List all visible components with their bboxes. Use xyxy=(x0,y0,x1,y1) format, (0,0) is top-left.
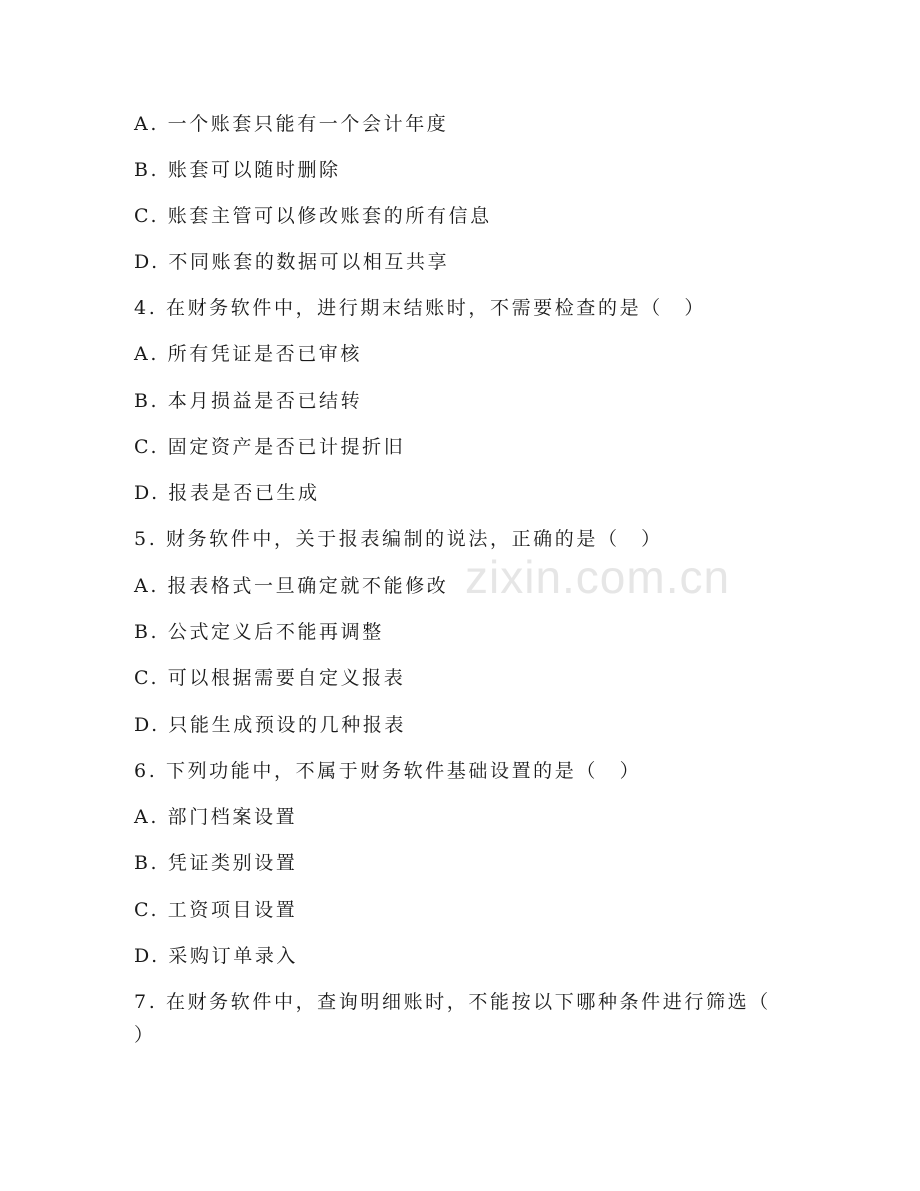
option-line: D. 采购订单录入 xyxy=(134,945,299,967)
option-line: C. 固定资产是否已计提折旧 xyxy=(134,436,406,458)
option-line: A. 一个账套只能有一个会计年度 xyxy=(134,113,449,135)
option-line: D. 报表是否已生成 xyxy=(134,482,320,504)
option-line: C. 账套主管可以修改账套的所有信息 xyxy=(134,205,492,227)
option-line: A. 报表格式一旦确定就不能修改 xyxy=(134,575,449,597)
question-line-continued: ） xyxy=(134,1024,156,1046)
question-line: 7. 在财务软件中，查询明细账时，不能按以下哪种条件进行筛选（ xyxy=(134,991,771,1013)
option-line: D. 只能生成预设的几种报表 xyxy=(134,714,407,736)
question-line: 6. 下列功能中，不属于财务软件基础设置的是（ ） xyxy=(134,760,642,782)
question-line: 4. 在财务软件中，进行期末结账时，不需要检查的是（ ） xyxy=(134,297,706,319)
option-line: B. 账套可以随时删除 xyxy=(134,159,341,181)
option-line: A. 部门档案设置 xyxy=(134,806,298,828)
option-line: C. 工资项目设置 xyxy=(134,899,298,921)
option-line: C. 可以根据需要自定义报表 xyxy=(134,667,406,689)
question-line: 5. 财务软件中，关于报表编制的说法，正确的是（ ） xyxy=(134,528,663,550)
option-line: A. 所有凭证是否已审核 xyxy=(134,343,363,365)
option-line: B. 公式定义后不能再调整 xyxy=(134,621,384,643)
option-line: B. 凭证类别设置 xyxy=(134,852,298,874)
watermark: zixin.com.cn xyxy=(465,551,731,603)
option-line: B. 本月损益是否已结转 xyxy=(134,390,363,412)
option-line: D. 不同账套的数据可以相互共享 xyxy=(134,251,450,273)
